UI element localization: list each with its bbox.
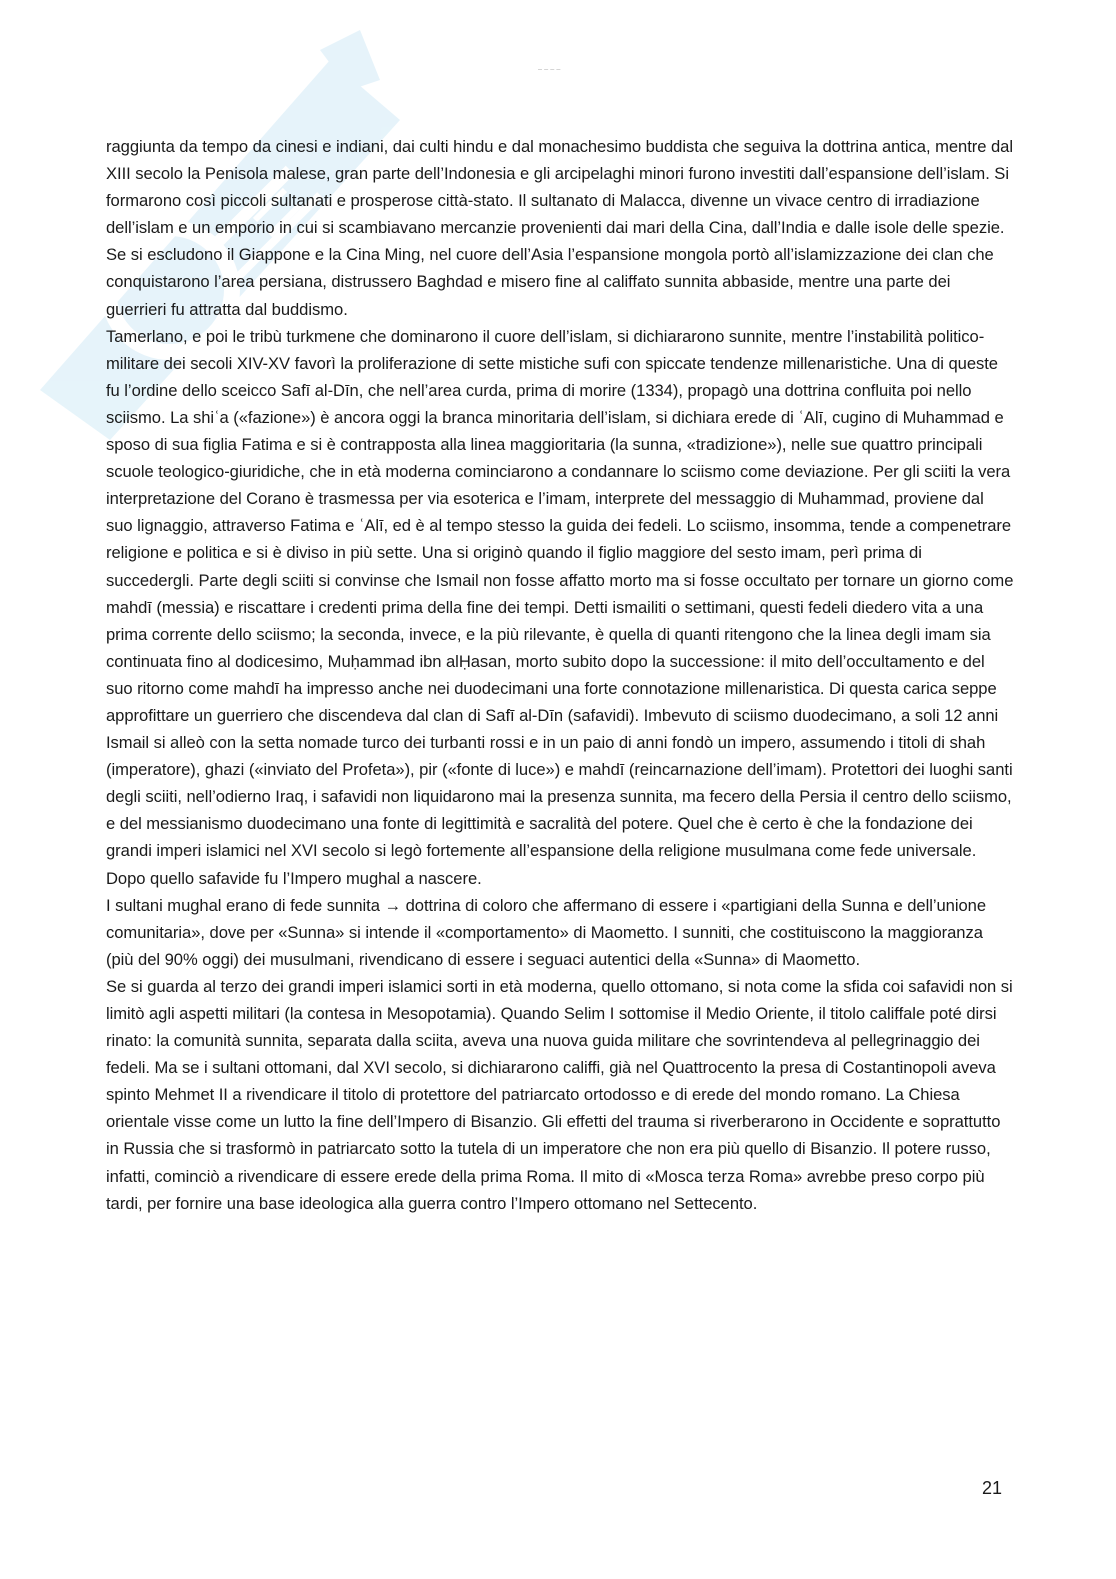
header-mark: — — — —	[538, 66, 561, 71]
paragraph-2: Tamerlano, e poi le tribù turkmene che dominarono il cuore dell’islam, si dichiararono sunnite, mentre l’instabilità politico-militare dei secoli XIV-XV favorì la proliferazione di sette mistiche sufi con spiccate tendenze millenaristiche. Una di queste fu l’ordine dello sceicco Safī al-Dīn, che nell’area curda, prima di morire (1334), propagò una dottrina confluita poi nello sciismo. La shiʿa («fazione») è ancora oggi la branca minoritaria dell’islam, si dichiara erede di ʿAlī, cugino di Muhammad e sposo di sua figlia Fatima e si è contrapposta alla linea maggioritaria (la sunna, «tradizione»), nelle sue quattro principali scuole teologico-giuridiche, che in età moderna cominciarono a condannare lo sciismo come deviazione. Per gli sciiti la vera interpretazione del Corano è trasmessa per via esoterica e l’imam, interprete del messaggio di Muhammad, proviene dal suo lignaggio, attraverso Fatima e ʿAlī, ed è al tempo stesso la guida dei fedeli. Lo sciismo, insomma, tende a compenetrare religione e politica e si è diviso in più sette. Una si originò quando il figlio maggiore del sesto imam, perì prima di succedergli. Parte degli sciiti si convinse che Ismail non fosse affatto morto ma si fosse occultato per tornare un giorno come mahdī (messia) e riscattare i credenti prima della fine dei tempi. Detti ismailiti o settimani, questi fedeli diedero vita a una prima corrente dello sciismo; la seconda, invece, e la più rilevante, è quella di quanti ritengono che la linea degli imam sia continuata fino al dodicesimo, Muḥammad ibn alḤasan, morto subito dopo la successione: il mito dell’occultamento e del suo ritorno come mahdī ha impresso anche nei duodecimani una forte connotazione millenaristica. Di questa carica seppe approfittare un guerriero che discendeva dal clan di Safī al-Dīn (safavidi). Imbevuto di sciismo duodecimano, a soli 12 anni Ismail si alleò con la setta nomade turco dei turbanti rossi e in un paio di anni fondò un impero, assumendo i titoli di shah (imperatore), ghazi («inviato del Profeta»), pir («fonte di luce») e mahdī (reincarnazione dell’imam). Protettori dei luoghi santi degli sciiti, nell’odierno Iraq, i safavidi non liquidarono mai la presenza sunnita, ma fecero della Persia il centro dello sciismo, e del messianismo duodecimano una fonte di legittimità e sacralità del potere. Quel che è certo è che la fondazione dei grandi imperi islamici nel XVI secolo si legò fortemente all’espansione della religione musulmana come fede universale. Dopo quello safavide fu l’Impero mughal a nascere.	[106, 326, 1014, 888]
page-number: 21	[982, 1478, 1003, 1498]
paragraph-1: raggiunta da tempo da cinesi e indiani, dai culti hindu e dal monachesimo buddista che seguiva la dottrina antica, mentre dal XIII secolo la Penisola malese, gran parte dell’Indonesia e gli arcipelaghi minori furono investiti dall’espansione dell’islam. Si formarono così piccoli sultanati e prosperose città-stato. Il sultanato di Malacca, divenne un vivace centro di irradiazione dell’islam e un emporio in cui si scambiavano mercanzie provenienti dai mari della Cina, dall’India e dalle isole delle spezie. Se si escludono il Giappone e la Cina Ming, nel cuore dell’Asia l’espansione mongola portò all’islamizzazione dei clan che conquistarono l’area persiana, distrussero Baghdad e misero fine al califfato sunnita abbaside, mentre una parte dei guerrieri fu attratta dal buddismo.	[106, 137, 1013, 319]
paragraph-3: I sultani mughal erano di fede sunnita → dottrina di coloro che affermano di essere i «partigiani della Sunna e dell’unione comunitaria», dove per «Sunna» si intende il «comportamento» di Maometto. I sunniti, che costituiscono la maggioranza (più del 90% oggi) dei musulmani, rivendicano di essere i seguaci autentici della «Sunna» di Maometto.	[106, 895, 987, 969]
paragraph-4: Se si guarda al terzo dei grandi imperi islamici sorti in età moderna, quello ottomano, si nota come la sfida coi safavidi non si limitò agli aspetti militari (la contesa in Mesopotamia). Quando Selim I sottomise il Medio Oriente, il titolo califfale poté dirsi rinato: la comunità sunnita, separata dalla sciita, aveva una nuova guida militare che sovrintendeva al pellegrinaggio dei fedeli. Ma se i sultani ottomani, dal XVI secolo, si dichiararono califfi, già nel Quattrocento la presa di Costantinopoli aveva spinto Mehmet II a rivendicare il titolo di protettore del patriarcato ortodosso e di erede del mondo romano. La Chiesa orientale visse come un lutto la fine dell’Impero di Bisanzio. Gli effetti del trauma si riverberarono in Occidente e soprattutto in Russia che si trasformò in patriarcato sotto la tutela di un imperatore che non era più quello di Bisanzio. Il potere russo, infatti, cominciò a rivendicare di essere erede della prima Roma. Il mito di «Mosca terza Roma» avrebbe preso corpo più tardi, per fornire una base ideologica alla guerra contro l’Impero ottomano nel Settecento.	[106, 976, 1013, 1213]
document-body	[106, 133, 1014, 1217]
